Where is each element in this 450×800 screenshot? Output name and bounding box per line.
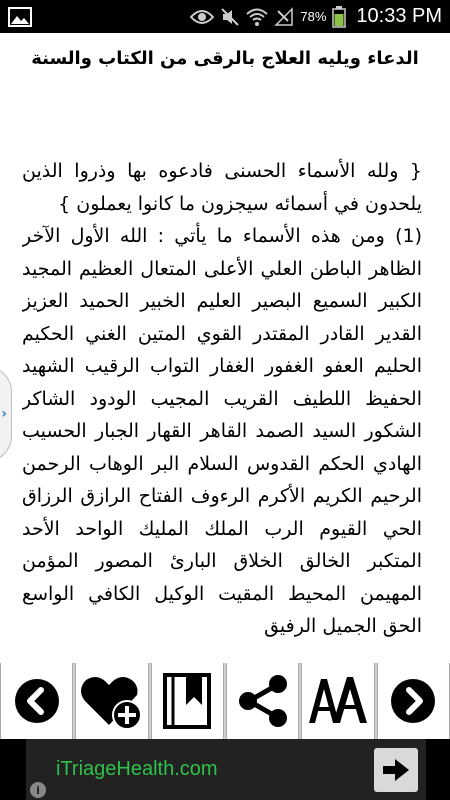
ad-info-icon[interactable]: i (30, 782, 46, 798)
wifi-icon (246, 7, 268, 27)
font-size-icon (307, 673, 369, 729)
heart-plus-icon (79, 671, 145, 731)
mute-icon (220, 7, 240, 27)
paragraph: (1) ومن هذه الأسماء ما يأتي : الله الأول الآخر الظاهر الباطن العلي الأعلى المتعال العظيم المجيد الكبير السميع البصير العليم الخبير الحميد العزيز القدير القادر المقتدر القوي المتين الغني الحكيم الحليم العفو الغفور الغفار التواب الرقيب الشهيد الحفيظ اللطيف القريب المجيب الودود الشاكر الشكور السيد الصمد القاهر القهار الجبار الحسيب الهادي الحكم القدوس السلام البر الوهاب الرحمن الرحيم الكريم الأكرم الرءوف الفتاح الرازق الرزاق الحي القيوم الرب الملك المليك الواحد الأحد المتكبر الخالق الخلاق البارئ المصور المؤمن المهيمن المحيط المقيت الوكيل الكافي الواسع الحق الجميل الرفيق (22, 225, 422, 637)
ad-banner (0, 739, 450, 800)
bottom-toolbar (0, 663, 450, 739)
share-icon (235, 673, 291, 729)
share-button[interactable] (226, 663, 299, 739)
ad-text[interactable]: iTriageHealth.com (56, 758, 218, 780)
signal-icon (274, 7, 294, 27)
eye-icon (190, 9, 214, 25)
ad-content[interactable] (26, 739, 426, 800)
chevron-right-icon: › (1, 406, 7, 422)
article-body (22, 155, 422, 663)
chevron-left-circle-icon (12, 676, 62, 726)
clock: 10:33 PM (356, 5, 442, 27)
ad-arrow-button[interactable] (374, 748, 418, 792)
gallery-notification-icon (8, 7, 32, 27)
previous-button[interactable] (0, 663, 73, 739)
paragraph: { ولله الأسماء الحسنى فادعوه بها وذروا الذين يلحدون في أسمائه سيجزون ما كانوا يعملون } (22, 160, 422, 215)
battery-percent: 78% (300, 9, 327, 24)
bookmark-button[interactable] (151, 663, 224, 739)
next-button[interactable] (377, 663, 450, 739)
add-favorite-button[interactable] (75, 663, 148, 739)
arrow-right-icon (383, 759, 409, 781)
bookmark-icon (162, 671, 212, 731)
status-bar (0, 0, 450, 33)
font-size-button[interactable] (301, 663, 374, 739)
chevron-right-circle-icon (388, 676, 438, 726)
page-title: الدعاء ويليه العلاج بالرقى من الكتاب والسنة (31, 48, 419, 69)
drawer-handle[interactable] (0, 366, 12, 462)
battery-icon (332, 6, 346, 28)
